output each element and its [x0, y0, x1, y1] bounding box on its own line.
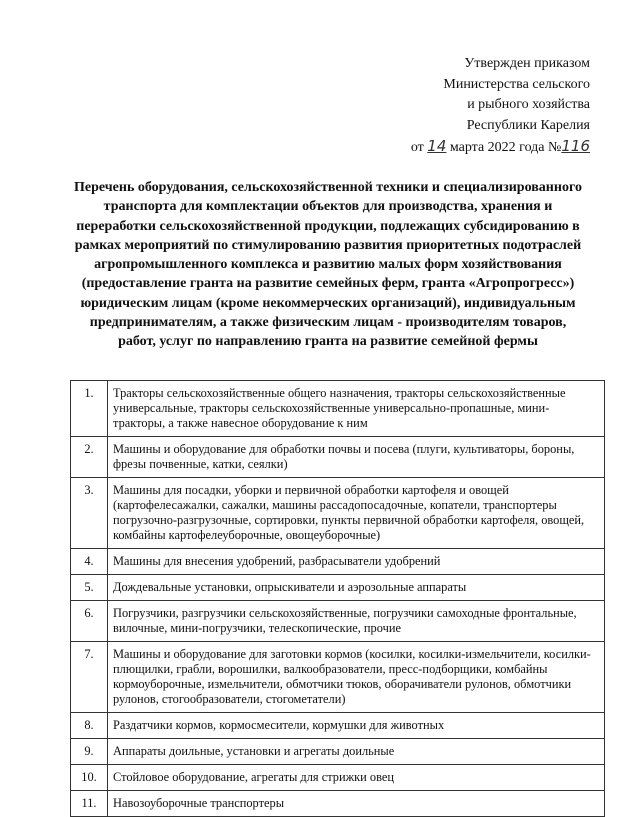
table-row	[71, 437, 605, 478]
table-row	[71, 575, 605, 601]
row-text: Тракторы сельскохозяйственные общего назначения, тракторы сельскохозяйственные универсальные, тракторы сельскохозяйственные универсально-пропашные, мини-тракторы, а также навесное оборудование к ним	[108, 381, 605, 437]
approval-line-2: Министерства сельского	[443, 76, 590, 92]
row-number: 11.	[71, 791, 108, 817]
row-number: 3.	[71, 478, 108, 549]
table-row	[71, 381, 605, 437]
approval-block	[411, 54, 590, 159]
row-text: Дождевальные установки, опрыскиватели и аэрозольные аппараты	[108, 575, 605, 601]
table-row	[71, 791, 605, 817]
row-text: Стойловое оборудование, агрегаты для стрижки овец	[108, 765, 605, 791]
row-number: 5.	[71, 575, 108, 601]
row-text: Раздатчики кормов, кормосмесители, кормушки для животных	[108, 713, 605, 739]
row-text: Машины для внесения удобрений, разбрасыватели удобрений	[108, 549, 605, 575]
approval-line-3: и рыбного хозяйства	[467, 97, 590, 112]
table-row	[71, 713, 605, 739]
table-row	[71, 549, 605, 575]
row-number: 4.	[71, 549, 108, 575]
row-number: 8.	[71, 713, 108, 739]
approval-line-4: Республики Карелия	[466, 117, 590, 133]
table-row	[71, 478, 605, 549]
row-text: Машины и оборудование для заготовки кормов (косилки, косилки-измельчители, косилки-плющилки, грабли, ворошилки, валкообразователи, пресс-подборщики, комбайны кормоуборочные, измельчители, обмотчики тюков, оборачиватели рулонов, обмотчики рулонов, стогообразователи, стогометатели)	[108, 642, 605, 713]
row-text: Навозоуборочные транспортеры	[108, 791, 605, 817]
table-row	[71, 642, 605, 713]
date-suffix: марта 2022 года №	[449, 140, 562, 155]
row-text: Аппараты доильные, установки и агрегаты доильные	[108, 739, 605, 765]
equipment-table	[70, 380, 605, 817]
handwritten-day: 14	[427, 137, 447, 155]
table-row	[71, 765, 605, 791]
document-title: Перечень оборудования, сельскохозяйственной техники и специализированного транспорта для комплектации объектов для производства, хранения и переработки сельскохозяйственной продукции, подлежащих субсидированию в рамках мероприятий по стимулированию развития приоритетных подотраслей агропромышленного комплекса и развитию малых форм хозяйствования (предоставление гранта на развитие семейных ферм, гранта «Агропрогресс») юридическим лицам (кроме некоммерческих организаций), индивидуальным предпринимателям, а также физическим лицам - производителям товаров, работ, услуг по направлению гранта на развитие семейной фермы	[74, 180, 582, 350]
row-number: 6.	[71, 601, 108, 642]
row-number: 9.	[71, 739, 108, 765]
table-row	[71, 601, 605, 642]
row-text: Погрузчики, разгрузчики сельскохозяйственные, погрузчики самоходные фронтальные, вилочные, мини-погрузчики, телескопические, прочие	[108, 601, 605, 642]
row-number: 1.	[71, 381, 108, 437]
row-text: Машины для посадки, уборки и первичной обработки картофеля и овощей (картофелесажалки, сажалки, машины рассадопосадочные, копатели, транспортеры погрузочно-разгрузочные, сортировки, пункты первичной обработки картофеля, овощей, комбайны картофелеуборочные, овощеуборочные)	[108, 478, 605, 549]
approval-line-1: Утвержден приказом	[464, 56, 590, 71]
date-prefix: от	[410, 140, 424, 155]
table-row	[71, 739, 605, 765]
row-text: Машины и оборудование для обработки почвы и посева (плуги, культиваторы, бороны, фрезы почвенные, катки, сеялки)	[108, 437, 605, 478]
equipment-table-body	[71, 381, 605, 817]
approval-date-line	[411, 136, 590, 159]
handwritten-order-number: 116	[561, 137, 590, 155]
row-number: 7.	[71, 642, 108, 713]
row-number: 2.	[71, 437, 108, 478]
row-number: 10.	[71, 765, 108, 791]
